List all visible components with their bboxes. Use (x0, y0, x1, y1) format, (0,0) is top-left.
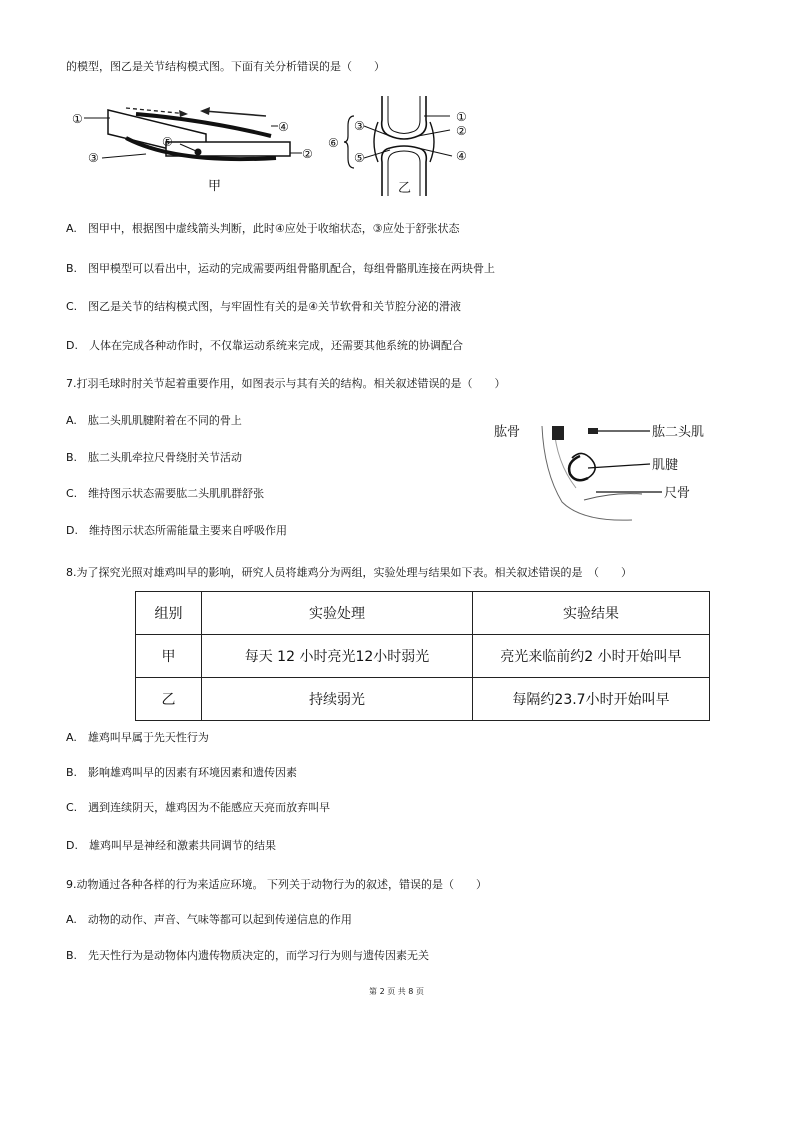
jia-label-5: ⑤ (162, 135, 173, 149)
figure-yi (324, 92, 484, 200)
q9-stem: 9.动物通过各种各样的行为来适应环境。 下列关于动物行为的叙述，错误的是（ ） (66, 878, 487, 891)
q9-option-a: A. 动物的动作、声音、气味等都可以起到传递信息的作用 (66, 913, 352, 926)
q9-option-b: B. 先天性行为是动物体内遗传物质决定的，而学习行为则与遗传因素无关 (66, 949, 430, 962)
jia-label-2: ② (302, 147, 313, 161)
yi-label-5: ⑤ (354, 151, 365, 165)
table-cell: 持续弱光 (202, 678, 473, 721)
q8-option-c: C. 遇到连续阴天，雄鸡因为不能感应天亮而放弃叫早 (66, 801, 331, 814)
q7-option-c: C. 维持图示状态需要肱二头肌肌群舒张 (66, 487, 265, 500)
jia-label-1: ① (72, 112, 83, 126)
experiment-table (135, 591, 710, 721)
table-header: 实验处理 (202, 592, 473, 635)
jia-caption: 甲 (208, 179, 222, 194)
figure-jia (66, 98, 316, 198)
jia-label-4: ④ (278, 120, 289, 134)
q7-option-d: D. 维持图示状态所需能量主要来自呼吸作用 (66, 524, 287, 537)
q6-option-c: C. 图乙是关节的结构模式图，与牢固性有关的是④关节软骨和关节腔分泌的滑液 (66, 300, 462, 313)
table-row (136, 678, 710, 721)
q7-stem: 7.打羽毛球时肘关节起着重要作用，如图表示与其有关的结构。相关叙述错误的是（ ） (66, 377, 506, 390)
yi-label-3: ③ (354, 119, 365, 133)
q8-option-b: B. 影响雄鸡叫早的因素有环境因素和遗传因素 (66, 766, 298, 779)
page-number: 第 2 页 共 8 页 (369, 987, 424, 996)
q6-option-b: B. 图甲模型可以看出中，运动的完成需要两组骨骼肌配合，每组骨骼肌连接在两块骨上 (66, 262, 496, 275)
elbow-label-humerus: 肱骨 (494, 425, 521, 440)
jia-label-3: ③ (88, 151, 99, 165)
yi-label-6: ⑥ (328, 136, 339, 150)
yi-label-1: ① (456, 110, 467, 124)
table-row (136, 635, 710, 678)
elbow-label-ulna: 尺骨 (664, 486, 691, 501)
q7-option-a: A. 肱二头肌肌腱附着在不同的骨上 (66, 414, 242, 427)
table-cell: 乙 (136, 678, 202, 721)
table-cell: 甲 (136, 635, 202, 678)
table-cell: 每隔约23.7小时开始叫早 (473, 678, 710, 721)
elbow-label-biceps: 肱二头肌 (652, 425, 705, 440)
figure-elbow (492, 412, 732, 532)
q8-option-a: A. 雄鸡叫早属于先天性行为 (66, 731, 209, 744)
table-header: 组别 (136, 592, 202, 635)
q6-option-d: D. 人体在完成各种动作时，不仅靠运动系统来完成，还需要其他系统的协调配合 (66, 339, 463, 352)
q8-stem: 8.为了探究光照对雄鸡叫早的影响，研究人员将雄鸡分为两组，实验处理与结果如下表。相关叙述错误的是 （ ） (66, 566, 632, 579)
yi-label-2: ② (456, 124, 467, 138)
elbow-label-tendon: 肌腱 (652, 458, 679, 473)
table-cell: 每天 12 小时亮光12小时弱光 (202, 635, 473, 678)
q6-option-a: A. 图甲中，根据图中虚线箭头判断，此时④应处于收缩状态，③应处于舒张状态 (66, 222, 460, 235)
question-6-stem-tail: 的模型，图乙是关节结构模式图。下面有关分析错误的是（ ） (66, 60, 385, 73)
q8-option-d: D. 雄鸡叫早是神经和激素共同调节的结果 (66, 839, 276, 852)
table-header: 实验结果 (473, 592, 710, 635)
table-cell: 亮光来临前约2 小时开始叫早 (473, 635, 710, 678)
q7-option-b: B. 肱二头肌牵拉尺骨绕肘关节活动 (66, 451, 243, 464)
yi-label-4: ④ (456, 149, 467, 163)
yi-caption: 乙 (398, 181, 412, 196)
table-header-row (136, 592, 710, 635)
